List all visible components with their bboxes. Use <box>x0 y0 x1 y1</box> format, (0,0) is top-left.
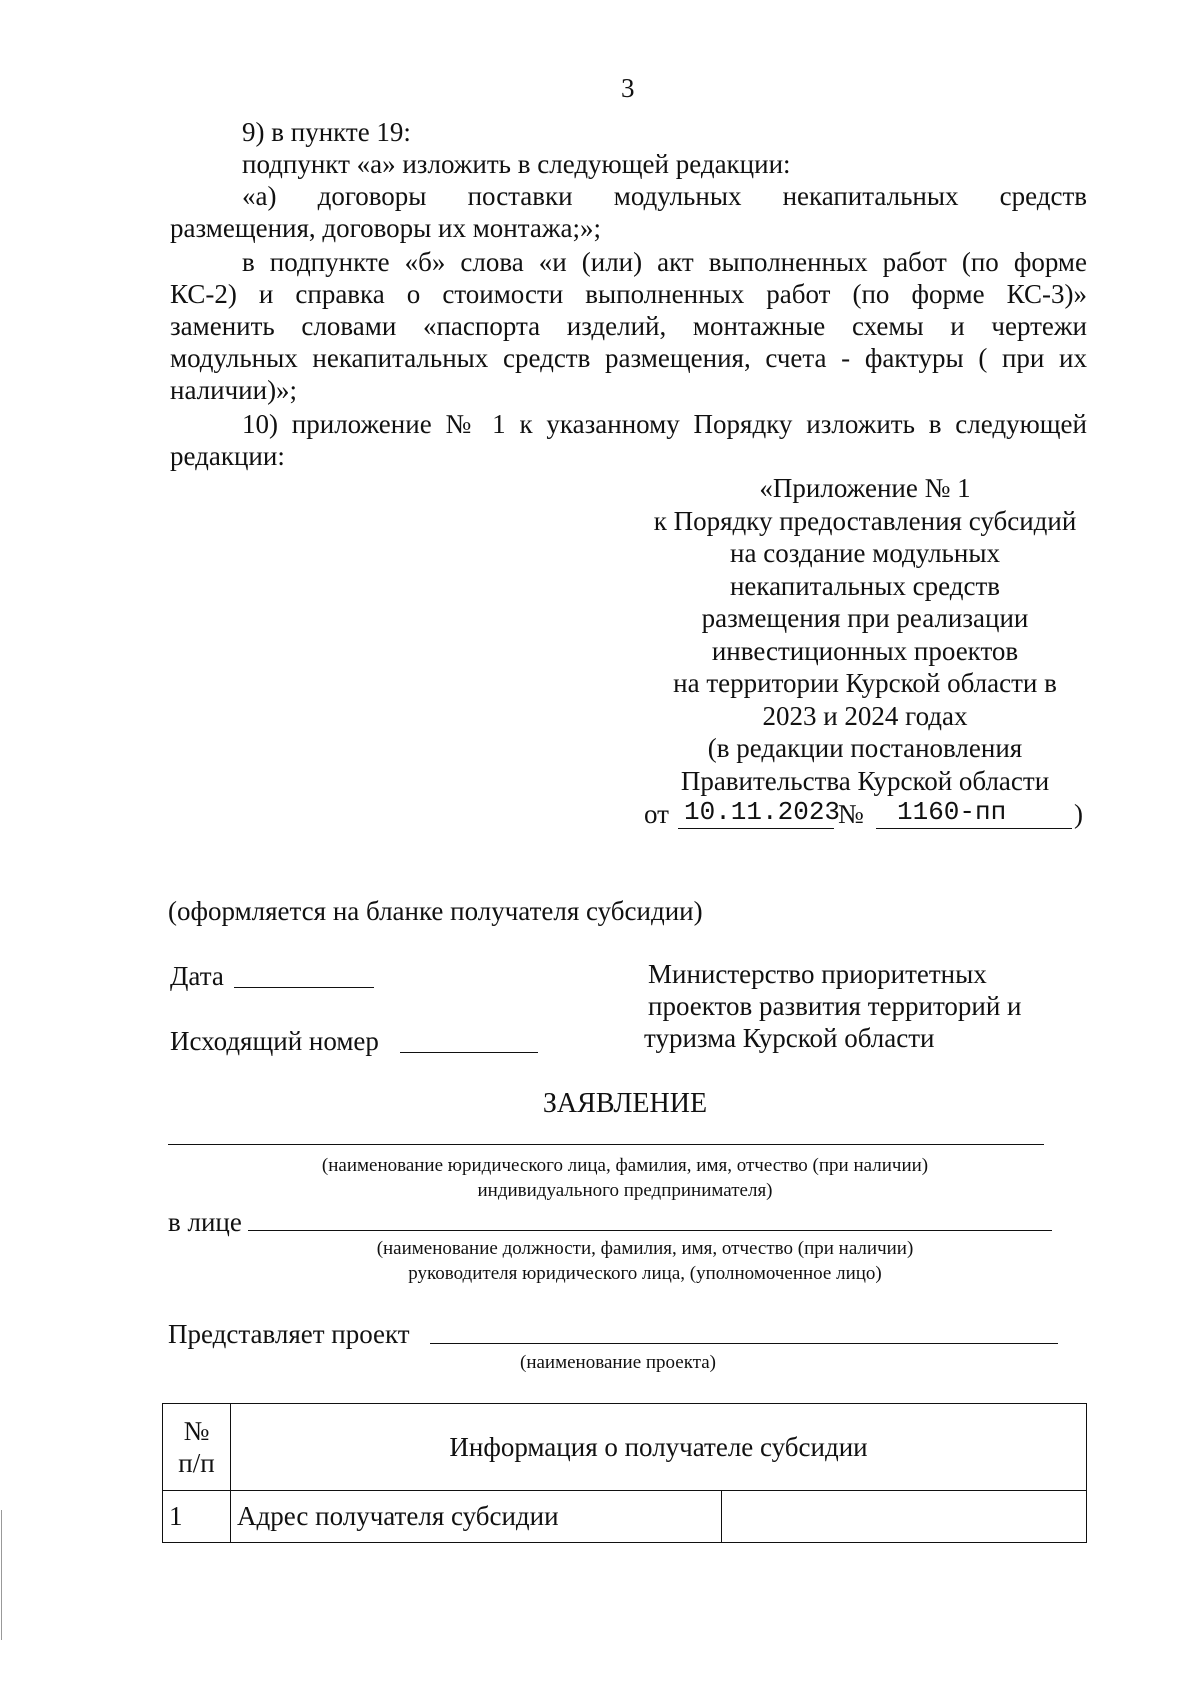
scan-edge-mark <box>1 1510 2 1640</box>
person-caption-line1: (наименование должности, фамилия, имя, отчество (при наличии) <box>376 1238 914 1259</box>
header-num-cell <box>163 1404 231 1491</box>
paragraph-subitem-a-line1: «а) договоры поставки модульных некапитальных средств <box>242 181 1087 211</box>
recipient-info-table <box>162 1403 1087 1543</box>
annex-date-underline <box>678 828 834 829</box>
header-info-cell: Информация о получателе субсидии <box>231 1404 1087 1491</box>
annex-line: 2023 и 2024 годах <box>762 700 968 731</box>
applicant-caption-line2: индивидуального предпринимателя) <box>477 1180 773 1201</box>
date-label: Дата <box>170 961 224 991</box>
in-person-field[interactable] <box>248 1230 1052 1231</box>
annex-close-paren: ) <box>1074 799 1083 829</box>
annex-line: на территории Курской области в <box>673 668 1057 698</box>
outgoing-number-field[interactable] <box>400 1052 538 1053</box>
addressee-line: проектов развития территорий и <box>648 991 1022 1021</box>
annex-line: Правительства Курской области <box>680 765 1050 796</box>
annex-number-label: № <box>838 799 864 829</box>
annex-line: некапитальных средств <box>729 570 1001 601</box>
date-field[interactable] <box>234 987 374 988</box>
applicant-name-field[interactable] <box>168 1144 1044 1145</box>
paragraph-item-9: 9) в пункте 19: <box>242 117 411 147</box>
paragraph-subitem-b-line1: в подпункте «б» слова «и (или) акт выполненных работ (по форме <box>242 247 1087 277</box>
person-caption-line2: руководителя юридического лица, (уполномоченное лицо) <box>408 1263 882 1284</box>
annex-line: (в редакции постановления <box>707 733 1023 763</box>
addressee <box>644 958 1022 1054</box>
applicant-caption-line1: (наименование юридического лица, фамилия, имя, отчество (при наличии) <box>321 1155 929 1176</box>
document-title: ЗАЯВЛЕНИЕ <box>542 1088 708 1119</box>
table-header-row <box>163 1404 1087 1491</box>
annex-line: инвестиционных проектов <box>711 635 1019 666</box>
page-number: 3 <box>621 73 635 103</box>
annex-line: к Порядку предоставления субсидий <box>653 505 1077 536</box>
table-row <box>163 1491 1087 1543</box>
paragraph-subitem-a-line2: размещения, договоры их монтажа;»; <box>170 213 602 243</box>
row-label-cell: Адрес получателя субсидии <box>231 1491 722 1543</box>
annex-line: «Приложение № 1 <box>759 473 971 503</box>
paragraph-subitem-b-line5: наличии)»; <box>170 375 298 405</box>
row-value-cell[interactable] <box>722 1491 1087 1543</box>
outgoing-number-label: Исходящий номер <box>170 1026 379 1056</box>
header-num-abbrev: п/п <box>178 1448 215 1478</box>
project-caption: (наименование проекта) <box>520 1352 717 1373</box>
paragraph-item-10-line2: редакции: <box>170 441 285 471</box>
blank-note: (оформляется на бланке получателя субсидии) <box>168 896 703 926</box>
addressee-line: Министерство приоритетных <box>648 959 987 989</box>
project-label: Представляет проект <box>168 1319 410 1349</box>
paragraph-subitem-b-line2: КС-2) и справка о стоимости выполненных работ (по форме КС-3)» <box>170 279 1087 309</box>
paragraph-subitem-b-line4: модульных некапитальных средств размещения, счета - фактуры ( при их <box>170 343 1087 373</box>
annex-number-underline <box>876 828 1072 829</box>
annex-heading <box>620 472 1110 797</box>
header-num-symbol: № <box>183 1416 210 1446</box>
annex-line: размещения при реализации <box>701 603 1029 633</box>
paragraph-item-10-line1: 10) приложение № 1 к указанному Порядку изложить в следующей <box>242 409 1087 439</box>
in-person-label: в лице <box>168 1207 242 1237</box>
paragraph-subitem-a-intro: подпункт «а» изложить в следующей редакции: <box>242 149 791 179</box>
paragraph-subitem-b-line3: заменить словами «паспорта изделий, монтажные схемы и чертежи <box>170 311 1087 341</box>
addressee-line: туризма Курской области <box>644 1023 935 1053</box>
row-num-cell: 1 <box>163 1491 231 1543</box>
project-name-field[interactable] <box>430 1343 1058 1344</box>
annex-number: 1160-пп <box>897 797 1007 827</box>
annex-ot-label: от <box>644 799 669 829</box>
annex-line: на создание модульных <box>730 538 1000 568</box>
annex-date: 10.11.2023 <box>684 797 841 827</box>
